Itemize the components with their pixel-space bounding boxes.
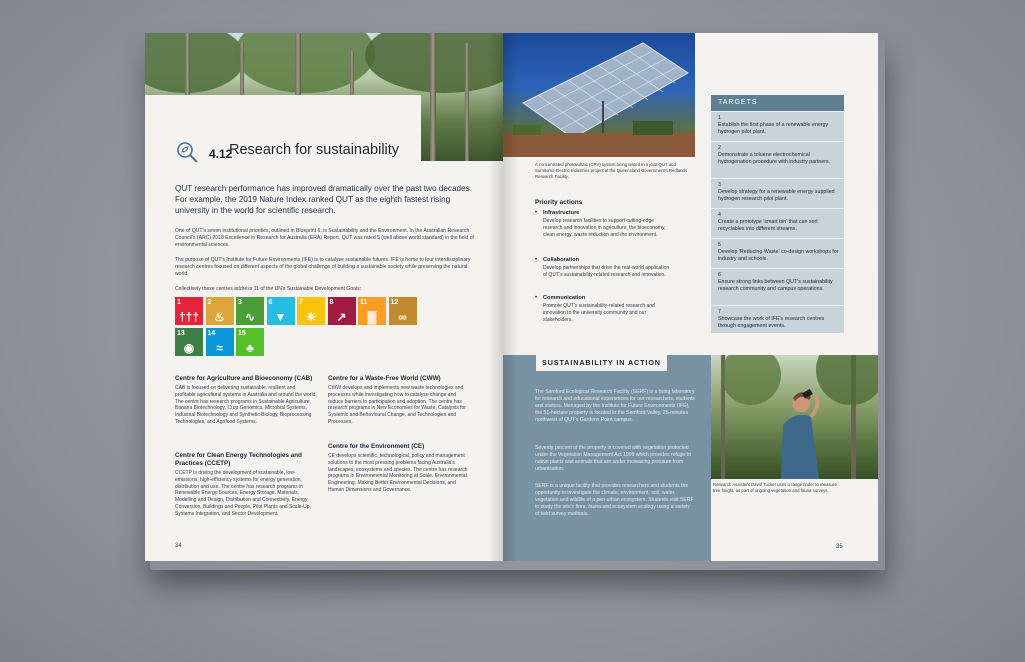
target-text: Create a prototype 'smart bin' that can sort recyclables into different streams. bbox=[718, 219, 818, 232]
sdg-tile-15 bbox=[236, 328, 264, 356]
target-item bbox=[711, 268, 844, 305]
growth-chart-icon: ↗ bbox=[336, 310, 347, 324]
priority-item-heading: Communication bbox=[543, 295, 586, 301]
page-number-left: 34 bbox=[175, 543, 182, 549]
fish-icon: ≈ bbox=[216, 340, 223, 355]
priority-item-heading: Collaboration bbox=[543, 257, 580, 263]
serf-paragraph-1: The Samford Ecological Research Facility (SERF) is a living laboratory for research and educational experiences for our researchers, students and visitors. Managed by the Institute for Future Environments (IFE), the 51-hectare property is located in the Samford Valley, 25-minutes northwest of QUT's Gardens Point campus. bbox=[535, 389, 695, 423]
target-text: Develop strategy for a renewable energy supplied hydrogen research pilot plant. bbox=[718, 189, 835, 202]
target-text: Ensure strong links between QUT's sustainability research community and campus operations. bbox=[718, 279, 833, 292]
bullet-icon: • bbox=[535, 210, 538, 216]
sdg-number: 2 bbox=[207, 299, 212, 306]
target-number: 2 bbox=[718, 145, 721, 151]
water-drop-icon: ▼ bbox=[274, 310, 287, 324]
sdg-number: 7 bbox=[299, 299, 303, 306]
researcher-photo-caption: Research Assistant David Tucker uses a range finder to measure tree height, as part of ongoing vegetation and fauna surveys. bbox=[713, 482, 837, 493]
sdg-tile-2 bbox=[206, 297, 234, 325]
lead-paragraph: QUT research performance has improved dramatically over the past two decades. For example, the 2019 Nature Index ranked QUT as the eighth fastest rising university in the world for scientific research. bbox=[175, 184, 473, 215]
sdg-tile-8 bbox=[328, 297, 356, 325]
sdg-number: 1 bbox=[177, 299, 181, 306]
sdg-number: 11 bbox=[360, 299, 368, 306]
target-text: Establish the first phase of a renewable energy hydrogen pilot plant. bbox=[718, 122, 829, 135]
target-item bbox=[711, 141, 844, 178]
bullet-icon: • bbox=[535, 295, 538, 301]
target-item bbox=[711, 208, 844, 238]
serf-paragraph-3: SERF is a unique facility that provides researchers and students the opportunity to investigate the climate, environment, soil, water, vegetation and wildlife of a peri-urban ecosystem. Students visit SERF to study the site's flora, fauna and ecosystem ecology using a variety of field survey methods. bbox=[535, 483, 694, 517]
priority-item-text: Develop partnerships that drive the real-world application of QUT's sustainability-related research and innovation. bbox=[543, 265, 670, 278]
sdg-tile-7 bbox=[297, 297, 325, 325]
target-number: 3 bbox=[718, 182, 721, 188]
cww-body: CWW develops and implements new waste technologies and processes while investigating how to catalyse change and reduce barriers to participation and adoption. The centre has research programs in New Economies for Waste, Catalysts for Systemic and Behavioural Change, and Technologies and Processes. bbox=[328, 385, 466, 425]
tree-icon: ♣ bbox=[246, 340, 254, 355]
targets-panel bbox=[711, 95, 844, 333]
heartbeat-icon: ∿ bbox=[244, 310, 256, 324]
sdg-number: 3 bbox=[238, 299, 242, 306]
paragraph-ife: The purpose of QUT's Institute for Future Environments (IFE) is to catalyse sustainable futures. IFE is home to four interdisciplinary research centres focused on different aspects of the global challenge of building a sustainable society while preserving the natural world. bbox=[175, 257, 471, 277]
sdg-tile-12 bbox=[389, 297, 417, 325]
section-number: 4.12 bbox=[209, 147, 233, 161]
ccetp-body: CCETP is driving the development of sustainable, low-emissions, high-efficiency systems for energy generation, distribution and use. The centre has research programs in Renewable Energy Sources, Energy Storage, Materials, Modelling and Design, Distribution and Connectivity, Energy Conversion, Buildings and People, Pilot Plants and Scale-Up, Systems Integration, and Sector Development. bbox=[175, 470, 311, 517]
target-number: 1 bbox=[718, 115, 721, 121]
targets-heading: TARGETS bbox=[711, 95, 844, 111]
priority-item-text: Promote QUT's sustainability-related research and innovation to the university community and our stakeholders. bbox=[543, 303, 655, 323]
priority-item-heading: Infrastructure bbox=[543, 210, 580, 216]
sdg-number: 15 bbox=[238, 329, 246, 337]
target-text: Demonstrate a toluene electrochemical hydrogenation procedure with industry partners. bbox=[718, 152, 831, 165]
people-icon: ††† bbox=[178, 310, 200, 324]
target-item bbox=[711, 305, 844, 334]
paragraph-sdg-intro: Collectively these centres address 11 of the UN's Sustainable Development Goals: bbox=[175, 286, 362, 292]
left-page bbox=[145, 33, 503, 561]
right-page bbox=[503, 33, 878, 561]
priority-item-text: Develop research facilities to support cutting-edge research and innovation in agriculture, the bioeconomy, clean energy, waste reduction and the environment. bbox=[543, 218, 666, 238]
ce-body: CE develops scientific, technological, policy and management solutions to the most pressing problems facing Australia's landscapes, ecosystems and species. The centre has research programs in Environmental Monitoring at Scale, Environmental Engineering, Making Better Environmental Decisions, and Human Dimensions and Governance. bbox=[328, 453, 468, 493]
priority-actions-heading: Priority actions bbox=[535, 199, 583, 206]
infinity-icon: ∞ bbox=[398, 310, 407, 324]
target-item bbox=[711, 178, 844, 208]
eye-globe-icon: ◉ bbox=[183, 340, 195, 355]
cww-heading: Centre for a Waste-Free World (CWW) bbox=[328, 375, 441, 382]
target-item bbox=[711, 238, 844, 268]
sdg-number: 12 bbox=[390, 299, 399, 306]
cab-body: CAB is focused on delivering sustainable, resilient and profitable agricultural systems in Australia and around the world. The centre has research programs in Sustainable Agriculture, Banana Biotechnology, Crop Genomics, Microbial Systems, Industrial Biotechnology and Synthetic Biology, Bioprocessing Technologies, and Agrifood Systems. bbox=[175, 385, 317, 425]
researcher-photo bbox=[711, 355, 878, 479]
target-number: 5 bbox=[718, 242, 721, 248]
target-number: 7 bbox=[718, 309, 721, 315]
sdg-tile-11 bbox=[358, 297, 386, 325]
bullet-icon: • bbox=[535, 257, 538, 263]
sdg-tile-6 bbox=[267, 297, 295, 325]
target-number: 4 bbox=[718, 212, 721, 218]
title-panel bbox=[145, 95, 421, 183]
target-text: Showcase the work of IFE's research centres through engagement events. bbox=[718, 316, 825, 329]
target-text: Develop 'Reducing Waste' co-design workshops for industry and schools. bbox=[718, 249, 839, 262]
sdg-number: 8 bbox=[329, 299, 334, 306]
page-title: Research for sustainability bbox=[229, 142, 400, 158]
sdg-number: 13 bbox=[177, 329, 185, 337]
sustainability-in-action-heading: SUSTAINABILITY IN ACTION bbox=[536, 355, 667, 371]
solar-photo-caption: A concentrated photovoltaic (CPV) system being tested in a joint QUT and Sumitomo Electric Industries project at the Queensland Government's Redlands Research Facility. bbox=[535, 162, 688, 179]
ce-heading: Centre for the Environment (CE) bbox=[328, 443, 425, 450]
target-number: 6 bbox=[718, 272, 721, 278]
city-icon: ▓ bbox=[367, 310, 377, 324]
sun-icon: ☀ bbox=[305, 310, 317, 324]
solar-array-photo bbox=[503, 33, 695, 157]
cab-heading: Centre for Agriculture and Bioeconomy (CAB) bbox=[175, 375, 313, 382]
sdg-number: 14 bbox=[207, 329, 216, 337]
sdg-tile-13 bbox=[175, 328, 203, 356]
target-item bbox=[711, 111, 844, 141]
serf-paragraph-2: Seventy percent of the property is covered with vegetation protected under the Vegetation Management Act 1999 which provides refuge to native plants and animals that are under increasing pressure from urbanisation. bbox=[535, 445, 692, 472]
sdg-tile-14 bbox=[206, 328, 234, 356]
ccetp-heading: Centre for Clean Energy Technologies and Practices (CCETP) bbox=[175, 452, 302, 467]
sdg-number: 6 bbox=[268, 299, 273, 306]
bowl-icon: ♨ bbox=[214, 310, 225, 324]
magnifier-leaf-icon bbox=[175, 140, 199, 164]
page-number-right: 35 bbox=[836, 544, 843, 550]
sdg-tile-3 bbox=[236, 297, 264, 325]
paragraph-blueprint: One of QUT's seven institutional priorities, outlined in Blueprint 6, is Sustainability and the Environment. In the Australian Research Council's (ARC) 2018 Excellence in Research for Australia (ERA) Report, QUT was rated 5 (well above world standard) in the field of environmental sciences. bbox=[175, 228, 474, 248]
sdg-tile-1 bbox=[175, 297, 203, 325]
